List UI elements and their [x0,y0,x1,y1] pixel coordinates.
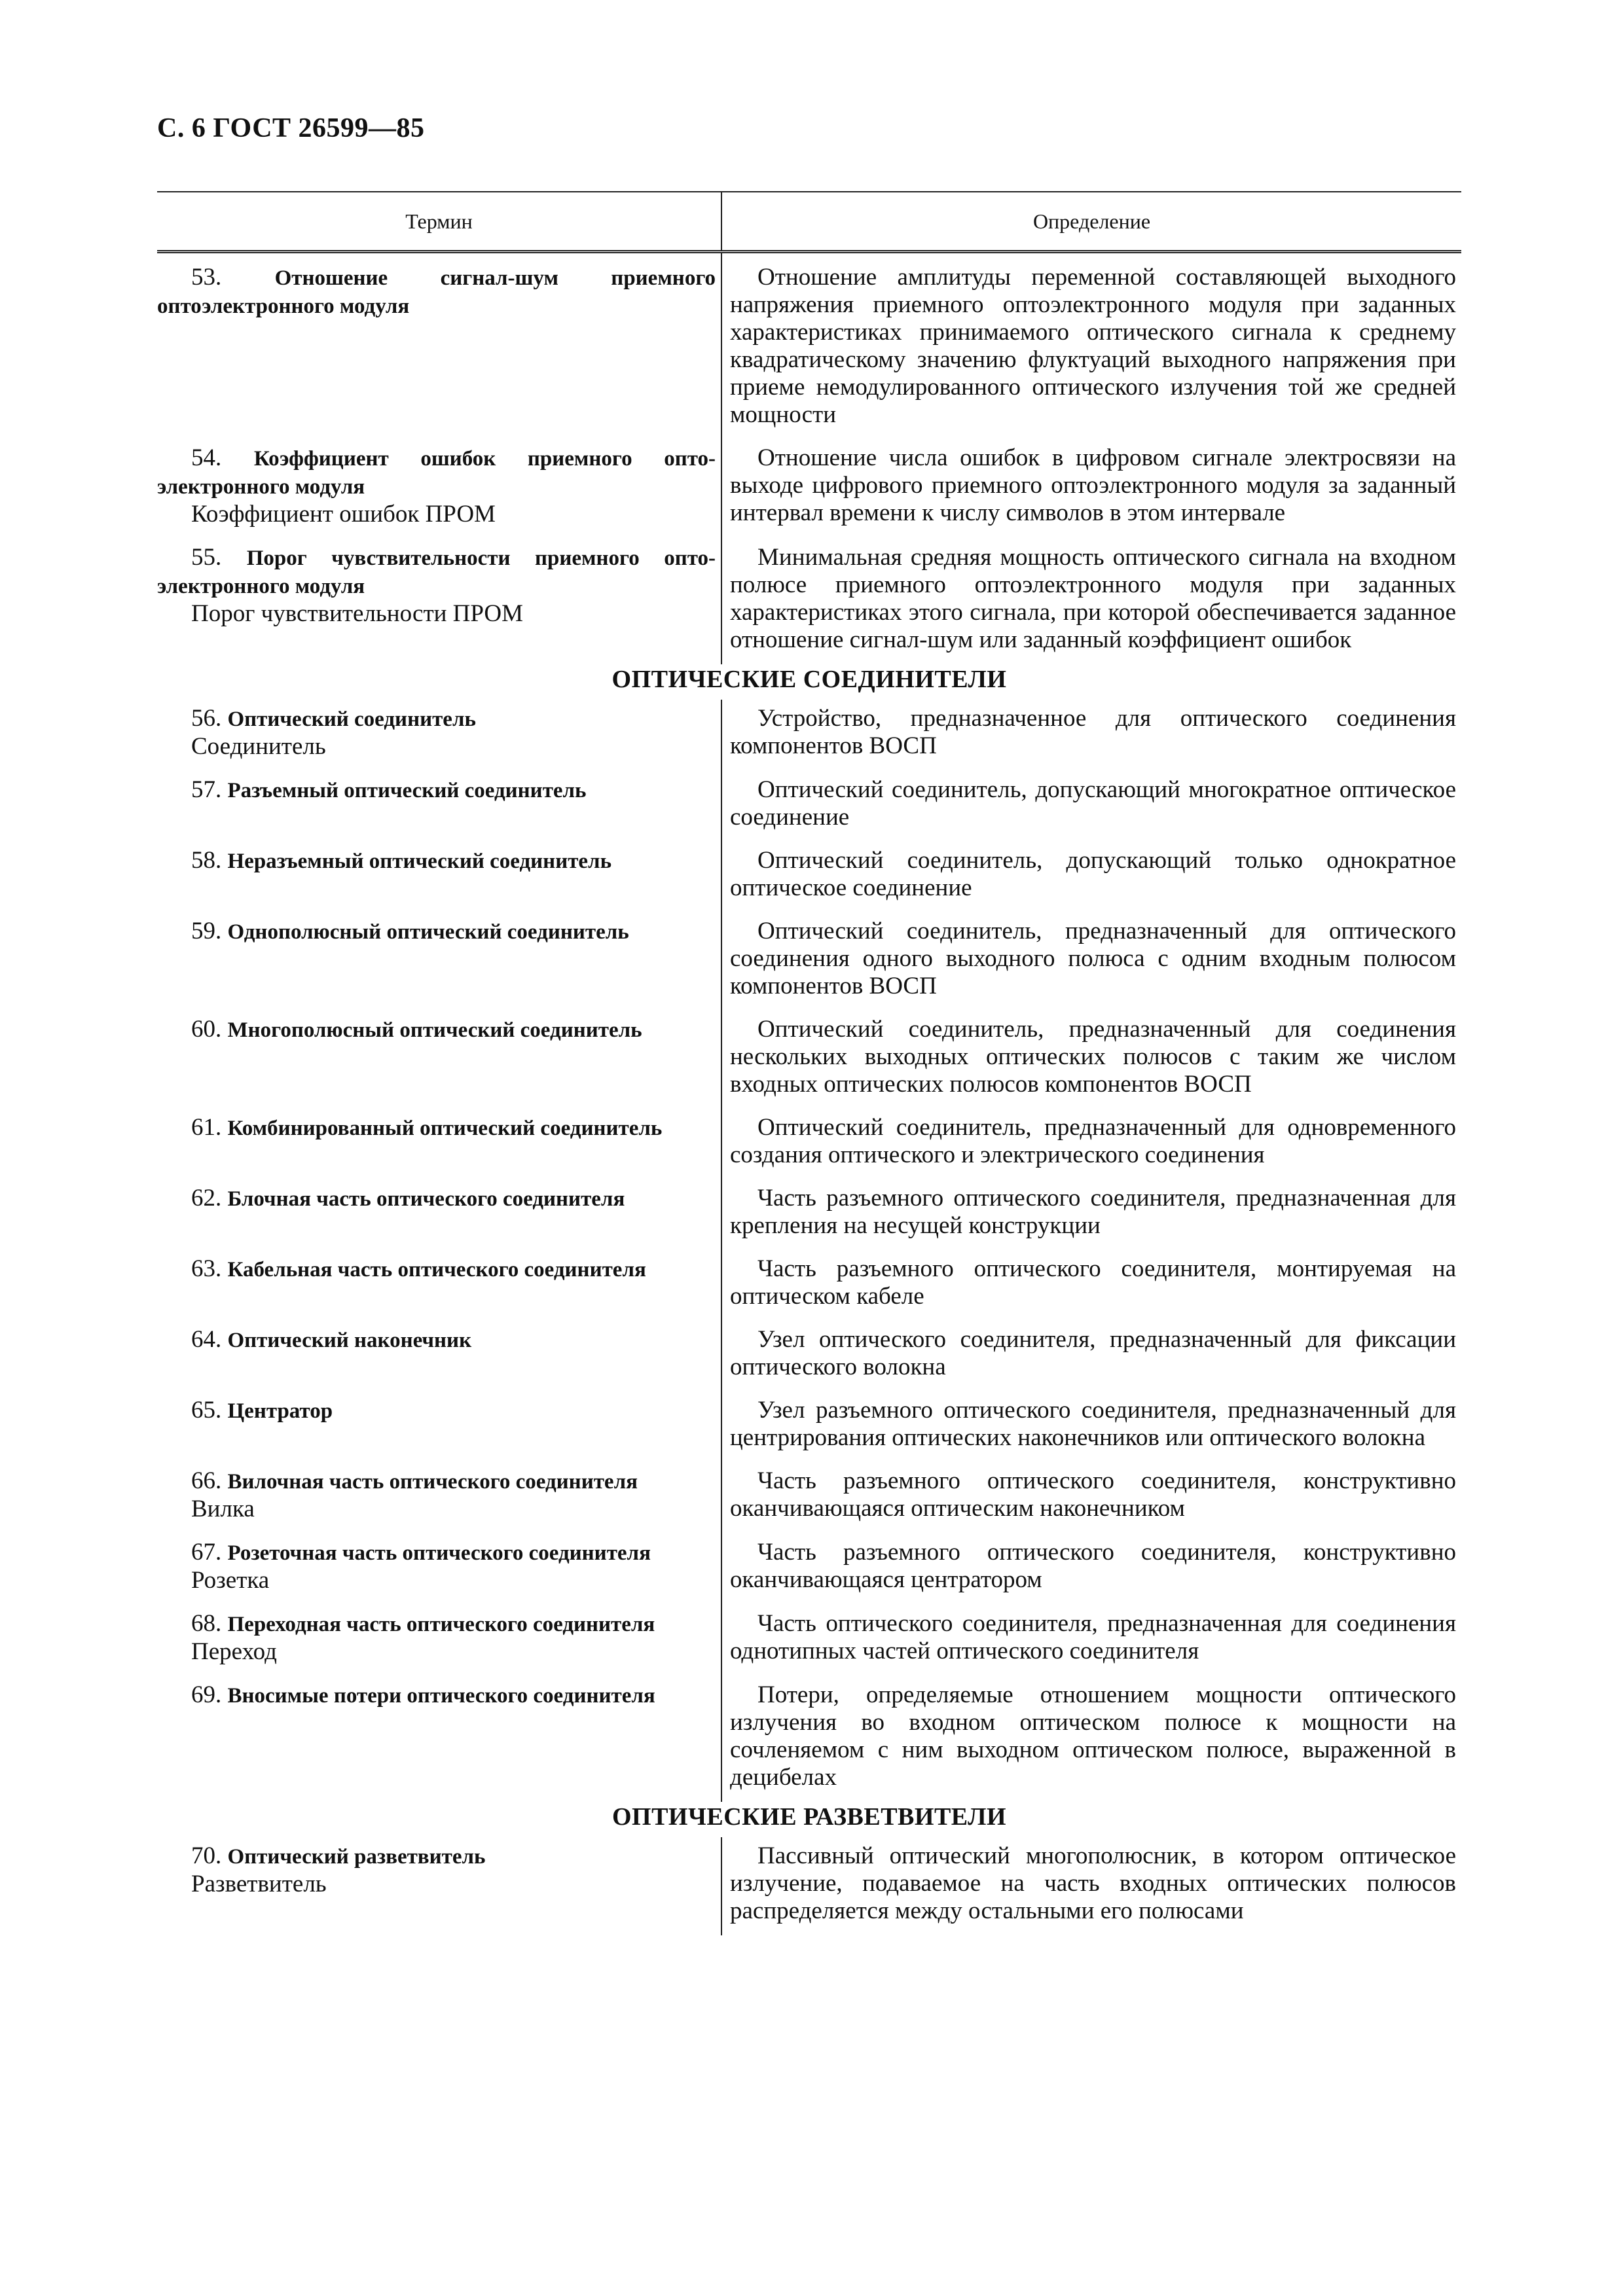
term-main [157,1610,716,1638]
definition-text: Часть разъемного оптического соединителя, монтируемая на оптическом кабеле [730,1255,1456,1310]
term-short-form: Вилка [191,1496,255,1522]
table-row [157,439,1461,539]
term-name: Разъемный оптический соединитель [227,779,587,802]
term-cell [157,539,721,664]
terms-table [157,191,1461,1935]
definition-text: Оптический соединитель, предназначенный для соединения нескольких выходных оптических полюсов с таким же числом входных оптических полюсов компонентов ВОСП [730,1016,1456,1098]
definition-cell [721,1534,1461,1605]
definition-cell [721,1321,1461,1391]
term-name: Комбинированный оптический соединитель [227,1117,663,1140]
term-name: Оптический наконечник [227,1329,472,1352]
term-main [157,1255,716,1283]
definition-text: Часть разъемного оптического соединителя, конструктивно оканчивающаяся оптическим наконечником [730,1467,1456,1522]
term-cell [157,252,721,440]
definition-text: Часть оптического соединителя, предназначенная для соединения однотипных частей оптического соединителя [730,1610,1456,1664]
table-row [157,1837,1461,1935]
definition-text: Отношение числа ошибок в цифровом сигнале электросвязи на выходе цифрового приемного оптоэлектронного модуля за заданный интервал времени к числу символов в этом интервале [730,444,1456,526]
term-short-form: Соединитель [191,733,326,760]
term-cell [157,771,721,842]
definition-cell [721,1605,1461,1676]
definition-cell [721,1391,1461,1462]
section-heading: ОПТИЧЕСКИЕ СОЕДИНИТЕЛИ [611,666,1007,693]
term-main [157,847,716,875]
definition-cell [721,912,1461,1011]
term-cell [157,1676,721,1802]
term-number: 58. [191,847,222,874]
term-cell [157,1534,721,1605]
term-number: 59. [191,918,222,944]
definition-text: Оптический соединитель, допускающий многократное оптическое соединение [730,776,1456,831]
term-number: 66. [191,1467,222,1494]
table-header-row [157,192,1461,252]
term-column-header: Термин [157,192,721,252]
term-number: 65. [191,1397,222,1424]
term-main [157,1467,716,1496]
term-number: 68. [191,1610,222,1637]
definition-cell [721,1837,1461,1935]
term-name: Кабельная часть оптического соединителя [227,1258,646,1282]
table-row [157,700,1461,771]
table-row [157,252,1461,440]
term-name: Однополюсный оптический соединитель [227,920,629,944]
definition-text: Оптический соединитель, предназначенный для одновременного создания оптического и электрического соединения [730,1114,1456,1168]
definition-cell [721,771,1461,842]
definition-cell [721,1011,1461,1109]
table-body [157,252,1461,1936]
term-number: 67. [191,1539,222,1566]
term-main [157,1539,716,1567]
definition-text: Пассивный оптический многополюсник, в котором оптическое излучение, подаваемое на часть входных оптических полюсов распределяется между остальными его полюсами [730,1842,1456,1924]
term-number: 60. [191,1016,222,1043]
definition-cell [721,539,1461,664]
table-row [157,1676,1461,1802]
definition-text: Потери, определяемые отношением мощности оптического излучения во входном оптическом полюсе к мощности на сочленяемом с ним выходном оптическом полюсе, выраженной в децибелах [730,1681,1456,1791]
term-main [157,705,716,733]
term-number: 57. [191,776,222,803]
section-heading-row [157,664,1461,700]
table-row [157,1109,1461,1179]
term-short-form: Разветвитель [191,1871,327,1897]
definition-cell [721,1676,1461,1802]
term-number: 63. [191,1255,222,1282]
term-name: Порог чувствительности приемного оптоэлектронного модуля [157,547,716,598]
table-row [157,1250,1461,1321]
term-cell [157,1109,721,1179]
term-main [157,918,716,946]
term-number: 61. [191,1114,222,1141]
term-cell [157,1605,721,1676]
table-row [157,1605,1461,1676]
term-number: 55. [191,544,222,571]
term-name: Неразъемный оптический соединитель [227,850,612,873]
term-main [157,1114,716,1142]
term-number: 62. [191,1185,222,1211]
term-main [157,1016,716,1044]
term-name: Розеточная часть оптического соединителя [227,1541,651,1565]
term-number: 64. [191,1326,222,1353]
table-row [157,1179,1461,1250]
table-row [157,1391,1461,1462]
section-heading-row [157,1802,1461,1837]
definition-text: Узел оптического соединителя, предназначенный для фиксации оптического волокна [730,1326,1456,1380]
definition-cell [721,1462,1461,1534]
term-cell [157,842,721,912]
section-heading: ОПТИЧЕСКИЕ РАЗВЕТВИТЕЛИ [611,1803,1007,1831]
definition-cell [721,700,1461,771]
term-number: 54. [191,444,222,471]
definition-cell [721,1250,1461,1321]
table-row [157,1321,1461,1391]
term-number: 53. [191,264,222,291]
term-cell [157,1462,721,1534]
definition-text: Часть разъемного оптического соединителя, конструктивно оканчивающаяся центратором [730,1539,1456,1593]
term-number: 56. [191,705,222,732]
term-name: Блочная часть оптического соединителя [227,1187,625,1211]
term-name: Переходная часть оптического соединителя [227,1613,655,1636]
term-name: Многополюсный оптический соединитель [227,1018,642,1042]
term-main [157,1681,716,1710]
term-number: 70. [191,1842,222,1869]
table-row [157,539,1461,664]
definition-cell [721,252,1461,440]
term-name: Отношение сигнал-шум приемного оптоэлектронного модуля [157,266,716,318]
definition-text: Отношение амплитуды переменной составляющей выходного напряжения приемного оптоэлектронного модуля при заданных характеристиках принимаемого оптического сигнала к среднему квадратическому значению флуктуаций выходного напряжения при приеме немодулированного оптического излучения той же средней мощности [730,264,1456,428]
term-short-form: Коэффициент ошибок ПРОМ [191,501,496,528]
term-main [157,1326,716,1354]
definition-text: Устройство, предназначенное для оптического соединения компонентов ВОСП [730,705,1456,759]
term-cell [157,912,721,1011]
term-name: Центратор [227,1399,333,1423]
term-main [157,1842,716,1871]
term-main [157,444,716,501]
table-row [157,1011,1461,1109]
definition-text: Узел разъемного оптического соединителя, предназначенный для центрирования оптических наконечников или оптического волокна [730,1397,1456,1451]
term-number: 69. [191,1681,222,1708]
term-short-form: Порог чувствительности ПРОМ [191,600,524,627]
term-main [157,776,716,804]
term-main [157,1185,716,1213]
definition-cell [721,1109,1461,1179]
term-name: Оптический соединитель [227,708,476,731]
term-short-form: Розетка [191,1567,270,1594]
term-main [157,264,716,320]
term-cell [157,439,721,539]
table-row [157,842,1461,912]
term-cell [157,1011,721,1109]
term-name: Коэффициент ошибок приемного оптоэлектронного модуля [157,447,716,499]
definition-text: Оптический соединитель, допускающий только однократное оптическое соединение [730,847,1456,901]
term-short-form: Переход [191,1638,277,1665]
page-header: С. 6 ГОСТ 26599—85 [157,113,425,143]
table-row [157,1534,1461,1605]
definition-column-header: Определение [721,192,1461,252]
definition-text: Минимальная средняя мощность оптического сигнала на входном полюсе приемного оптоэлектронного модуля при заданных характеристиках этого сигнала, при которой обеспечивается заданное отношение сигнал-шум или заданный коэффициент ошибок [730,544,1456,653]
term-cell [157,1391,721,1462]
table-row [157,1462,1461,1534]
term-cell [157,1179,721,1250]
term-name: Оптический разветвитель [227,1845,486,1869]
definition-cell [721,1179,1461,1250]
term-cell [157,1250,721,1321]
term-cell [157,700,721,771]
term-cell [157,1837,721,1935]
definition-text: Оптический соединитель, предназначенный для оптического соединения одного выходного полюса с одним входным полюсом компонентов ВОСП [730,918,1456,999]
term-name: Вилочная часть оптического соединителя [227,1470,638,1494]
term-main [157,1397,716,1425]
table-row [157,912,1461,1011]
term-main [157,544,716,600]
table-row [157,771,1461,842]
definition-cell [721,439,1461,539]
term-cell [157,1321,721,1391]
term-name: Вносимые потери оптического соединителя [227,1684,655,1708]
definition-text: Часть разъемного оптического соединителя, предназначенная для крепления на несущей конструкции [730,1185,1456,1239]
definition-cell [721,842,1461,912]
